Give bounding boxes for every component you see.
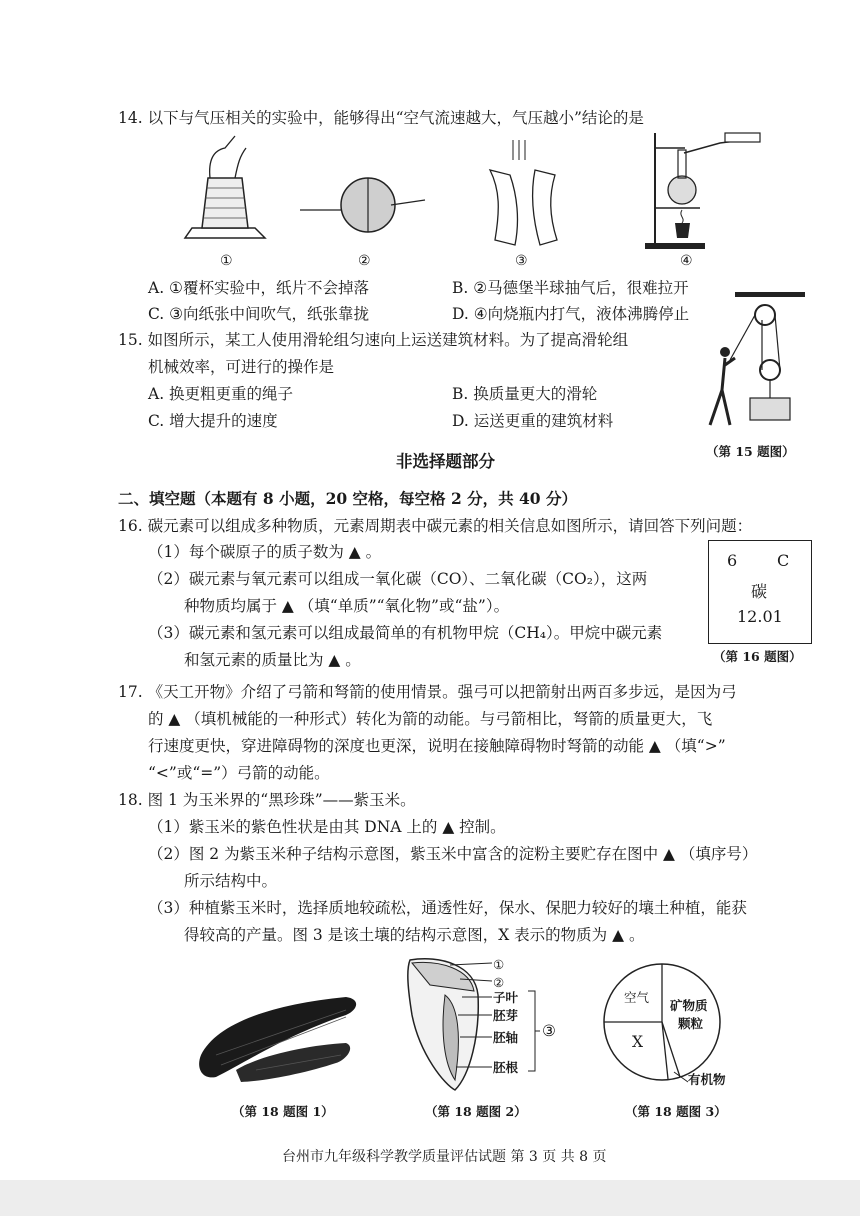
q15-option-c: C. 增大提升的速度 bbox=[148, 412, 278, 430]
q18-part3-line2: 得较高的产量。图 3 是该土壤的结构示意图，X 表示的物质为 ▲ 。 bbox=[184, 926, 645, 944]
q17-line3: 行速度更快，穿进障碍物的深度也更深，说明在接触障碍物时弩箭的动能 ▲ （填“>” bbox=[148, 737, 726, 755]
q14-option-a: A. ①覆杯实验中，纸片不会掉落 bbox=[148, 279, 369, 297]
q14-option-d: D. ④向烧瓶内打气，液体沸腾停止 bbox=[452, 305, 690, 323]
q14-label-1: ① bbox=[220, 253, 233, 269]
q15-option-a: A. 换更粗更重的绳子 bbox=[148, 385, 294, 403]
q15-stem-line2: 机械效率，可进行的操作是 bbox=[148, 358, 335, 376]
section-title: 非选择题部分 bbox=[396, 452, 495, 471]
q18-stem: 18. 图 1 为玉米界的“黑珍珠”——紫玉米。 bbox=[118, 791, 416, 809]
q14-label-2: ② bbox=[358, 253, 371, 269]
seed-label-2: ② bbox=[493, 975, 505, 990]
soil-label-air: 空气 bbox=[624, 990, 650, 1005]
seed-label-hypocotyl: 胚轴 bbox=[493, 1030, 519, 1045]
purple-corn-image bbox=[196, 985, 361, 1085]
seed-label-3: ③ bbox=[542, 1022, 556, 1040]
seed-label-1: ① bbox=[493, 957, 505, 972]
element-number: 6 bbox=[727, 551, 738, 570]
page-footer: 台州市九年级科学教学质量评估试题 第 3 页 共 8 页 bbox=[282, 1149, 607, 1165]
element-mass: 12.01 bbox=[737, 607, 783, 626]
fig18-1-caption: （第 18 题图 1） bbox=[232, 1104, 334, 1119]
q15-option-d: D. 运送更重的建筑材料 bbox=[452, 412, 614, 430]
q17-line2: 的 ▲ （填机械能的一种形式）转化为箭的动能。与弓箭相比，弩箭的质量更大，飞 bbox=[148, 710, 713, 728]
q18-part2-line2: 所示结构中。 bbox=[184, 872, 278, 890]
q14-hemisphere-figure bbox=[300, 170, 430, 240]
part2-heading: 二、填空题（本题有 8 小题，20 空格，每空格 2 分，共 40 分） bbox=[118, 489, 577, 508]
q15-stem-line1: 15. 如图所示，某工人使用滑轮组匀速向上运送建筑材料。为了提高滑轮组 bbox=[118, 331, 629, 349]
q16-caption: （第 16 题图） bbox=[713, 649, 802, 664]
soil-label-particle: 颗粒 bbox=[678, 1016, 704, 1031]
q14-paper-figure bbox=[485, 140, 565, 250]
q14-cup-figure bbox=[180, 128, 270, 248]
q15-caption: （第 15 题图） bbox=[706, 444, 795, 459]
q16-part3-line1: （3）碳元素和氢元素可以组成最简单的有机物甲烷（CH₄）。甲烷中碳元素 bbox=[148, 624, 663, 642]
q16-part2-line2: 种物质均属于 ▲ （填“单质”“氧化物”或“盐”）。 bbox=[184, 597, 510, 615]
q18-part3-line1: （3）种植紫玉米时，选择质地较疏松，通透性好，保水、保肥力较好的壤土种植，能获 bbox=[148, 899, 747, 917]
q17-line4: “<”或“=”）弓箭的动能。 bbox=[148, 764, 330, 782]
q15-pulley-figure bbox=[700, 290, 810, 435]
q15-option-b: B. 换质量更大的滑轮 bbox=[452, 385, 598, 403]
q16-part1: （1）每个碳原子的质子数为 ▲ 。 bbox=[148, 543, 382, 561]
q17-line1: 17. 《天工开物》介绍了弓箭和弩箭的使用情景。强弓可以把箭射出两百多步远，是因为弓 bbox=[118, 683, 737, 701]
soil-label-x: X bbox=[632, 1033, 644, 1051]
element-symbol: C bbox=[777, 551, 790, 570]
element-name: 碳 bbox=[751, 582, 768, 601]
q16-stem: 16. 碳元素可以组成多种物质，元素周期表中碳元素的相关信息如图所示，请回答下列问题： bbox=[118, 517, 753, 535]
q14-label-4: ④ bbox=[680, 253, 693, 269]
seed-label-cotyledon: 子叶 bbox=[493, 990, 519, 1005]
q14-option-c: C. ③向纸张中间吹气，纸张靠拢 bbox=[148, 305, 370, 323]
fig18-2-caption: （第 18 题图 2） bbox=[425, 1104, 527, 1119]
q14-option-b: B. ②马德堡半球抽气后，很难拉开 bbox=[452, 279, 689, 297]
q14-flask-figure bbox=[640, 128, 770, 253]
fig18-3-caption: （第 18 题图 3） bbox=[625, 1104, 727, 1119]
seed-label-plumule: 胚芽 bbox=[493, 1008, 519, 1023]
page-bottom-shadow bbox=[0, 1180, 860, 1216]
q16-part3-line2: 和氢元素的质量比为 ▲ 。 bbox=[184, 651, 361, 669]
q16-part2-line1: （2）碳元素与氧元素可以组成一氧化碳（CO）、二氧化碳（CO₂），这两 bbox=[148, 570, 648, 588]
q18-part1: （1）紫玉米的紫色性状是由其 DNA 上的 ▲ 控制。 bbox=[148, 818, 506, 836]
q14-label-3: ③ bbox=[515, 253, 528, 269]
seed-label-radicle: 胚根 bbox=[493, 1060, 519, 1075]
q18-part2-line1: （2）图 2 为紫玉米种子结构示意图，紫玉米中富含的淀粉主要贮存在图中 ▲ （填序号） bbox=[148, 845, 758, 863]
carbon-element-card bbox=[708, 540, 812, 644]
soil-label-mineral: 矿物质 bbox=[670, 998, 708, 1013]
q14-stem: 14. 以下与气压相关的实验中，能够得出“空气流速越大，气压越小”结论的是 bbox=[118, 109, 644, 127]
soil-composition-pie bbox=[600, 960, 750, 1085]
soil-label-organic: 有机物 bbox=[688, 1072, 726, 1087]
